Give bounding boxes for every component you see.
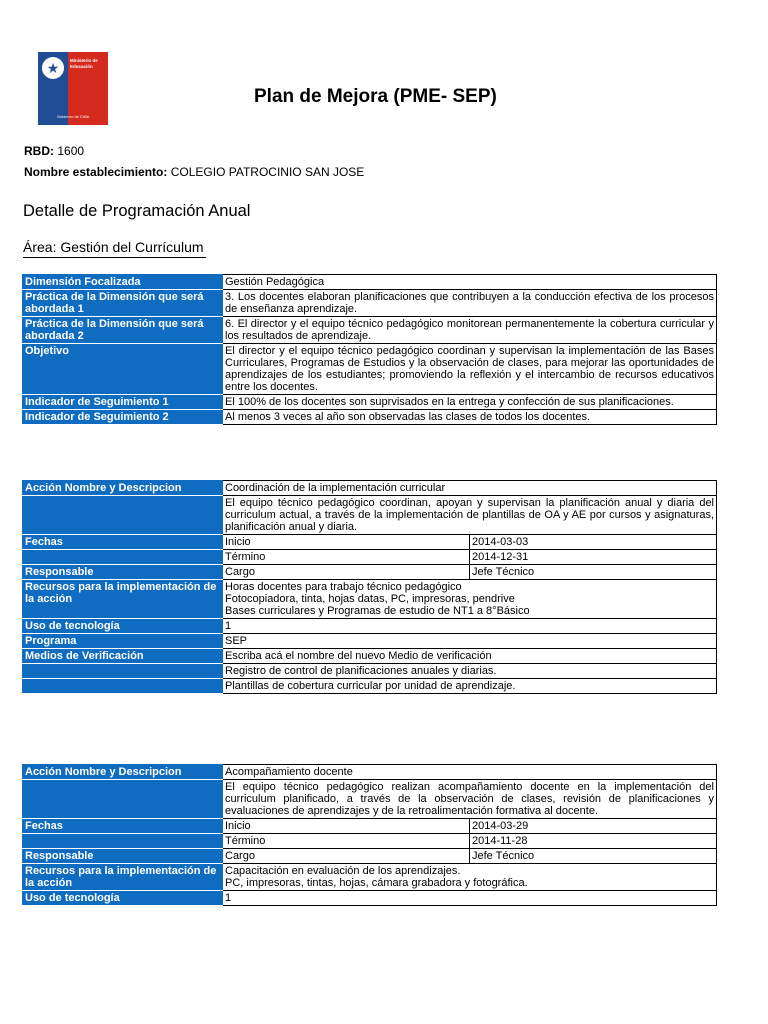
logo-text [70, 58, 108, 69]
medio-item: Escriba acá el nombre del nuevo Medio de verificación [223, 649, 717, 664]
accion-nombre-label: Acción Nombre y Descripcion [23, 481, 223, 496]
recursos-label: Recursos para la implementación de la acción [23, 864, 223, 891]
table-row [23, 410, 717, 425]
establecimiento-line [24, 165, 364, 179]
cargo-value: Jefe Técnico [470, 849, 717, 864]
medios-label: Medios de Verificación [23, 649, 223, 664]
table-row [23, 649, 717, 664]
empty-label-cell [23, 496, 223, 535]
table-row [23, 317, 717, 344]
table-row [23, 864, 717, 891]
termino-value: 2014-12-31 [470, 550, 717, 565]
establecimiento-label: Nombre establecimiento: [24, 165, 168, 179]
medio-item: Plantillas de cobertura curricular por unidad de aprendizaje. [223, 679, 717, 694]
logo-line-2: Educación [70, 63, 93, 69]
table-row [23, 780, 717, 819]
termino-label: Término [223, 834, 470, 849]
table-row [23, 496, 717, 535]
inicio-label: Inicio [223, 535, 470, 550]
coat-of-arms-icon: ★ [42, 57, 64, 79]
rbd-value: 1600 [57, 144, 85, 158]
row-label: Dimensión Focalizada [23, 275, 223, 290]
empty-label-cell [23, 834, 223, 849]
table-row [23, 679, 717, 694]
inicio-value: 2014-03-03 [470, 535, 717, 550]
ministerio-logo [38, 52, 108, 125]
empty-label-cell [23, 780, 223, 819]
table-row [23, 481, 717, 496]
rbd-label: RBD: [24, 144, 54, 158]
table-row [23, 550, 717, 565]
accion-nombre: Acompañamiento docente [223, 765, 717, 780]
row-label: Indicador de Seguimiento 1 [23, 395, 223, 410]
medio-item: Registro de control de planificaciones anuales y diarias. [223, 664, 717, 679]
accion-descripcion: El equipo técnico pedagógico realizan acompañamiento docente en la implementación del curriculum planificado, a través de la observación de clases, revisión de planificaciones y evaluaciones de aprendizajes y de la retroalimentación formativa al docente. [223, 780, 717, 819]
inicio-label: Inicio [223, 819, 470, 834]
table-row [23, 290, 717, 317]
area-title: Área: Gestión del Currículum [23, 238, 206, 258]
row-value: 6. El director y el equipo técnico pedagógico monitorean permanentemente la cobertura curricular y los resultados de aprendizaje. [223, 317, 717, 344]
accion-nombre-label: Acción Nombre y Descripcion [23, 765, 223, 780]
table-row [23, 849, 717, 864]
table-row [23, 395, 717, 410]
table-row [23, 535, 717, 550]
accion-table-1 [22, 480, 717, 694]
table-row [23, 565, 717, 580]
table-row [23, 834, 717, 849]
recursos-value [223, 864, 717, 891]
cargo-label: Cargo [223, 849, 470, 864]
row-value: El 100% de los docentes son suprvisados en la entrega y confección de sus planificaciones. [223, 395, 717, 410]
fechas-label: Fechas [23, 535, 223, 550]
row-value: Al menos 3 veces al año son observadas las clases de todos los docentes. [223, 410, 717, 425]
table-row [23, 634, 717, 649]
tecnologia-label: Uso de tecnología [23, 619, 223, 634]
row-value: Gestión Pedagógica [223, 275, 717, 290]
logo-footer: Gobierno de Chile [56, 114, 90, 119]
accion-descripcion: El equipo técnico pedagógico coordinan, apoyan y supervisan la planificación anual y diaria del curriculum actual, a través de la implementación de plantillas de OA y AE por cursos y asignaturas, planificación anual y diaria. [223, 496, 717, 535]
termino-value: 2014-11-28 [470, 834, 717, 849]
row-label: Objetivo [23, 344, 223, 395]
tecnologia-value: 1 [223, 619, 717, 634]
recurso-item: PC, impresoras, tintas, hojas, cámara grabadora y fotográfica. [225, 877, 528, 889]
row-label: Indicador de Seguimiento 2 [23, 410, 223, 425]
row-value: 3. Los docentes elaboran planificaciones que contribuyen a la conducción efectiva de los procesos de enseñanza aprendizaje. [223, 290, 717, 317]
fechas-label: Fechas [23, 819, 223, 834]
table-row [23, 619, 717, 634]
row-value: El director y el equipo técnico pedagógico coordinan y supervisan la implementación de las Bases Curriculares, Programas de Estudios y la observación de clases, para mejorar las oportunidades de aprendizajes de los estudiantes; promoviendo la reflexión y el intercambio de recursos educativos entre los docentes. [223, 344, 717, 395]
table-row [23, 344, 717, 395]
programa-label: Programa [23, 634, 223, 649]
accion-nombre: Coordinación de la implementación curricular [223, 481, 717, 496]
cargo-label: Cargo [223, 565, 470, 580]
empty-label-cell [23, 550, 223, 565]
responsable-label: Responsable [23, 565, 223, 580]
recurso-item: Horas docentes para trabajo técnico pedagógico [225, 581, 462, 593]
table-row [23, 891, 717, 906]
inicio-value: 2014-03-29 [470, 819, 717, 834]
table-row [23, 664, 717, 679]
rbd-line [24, 144, 84, 158]
responsable-label: Responsable [23, 849, 223, 864]
section-title: Detalle de Programación Anual [23, 202, 251, 220]
establecimiento-value: COLEGIO PATROCINIO SAN JOSE [170, 165, 365, 179]
table-row [23, 580, 717, 619]
page-title: Plan de Mejora (PME- SEP) [254, 86, 497, 107]
tecnologia-label: Uso de tecnología [23, 891, 223, 906]
recursos-label: Recursos para la implementación de la acción [23, 580, 223, 619]
accion-table-2 [22, 764, 717, 906]
cargo-value: Jefe Técnico [470, 565, 717, 580]
table-row [23, 275, 717, 290]
tecnologia-value: 1 [223, 891, 717, 906]
table-row [23, 819, 717, 834]
recurso-item: Bases curriculares y Programas de estudio de NT1 a 8°Básico [225, 605, 530, 617]
row-label: Práctica de la Dimensión que será abordada 1 [23, 290, 223, 317]
termino-label: Término [223, 550, 470, 565]
empty-label-cell [23, 664, 223, 679]
programa-value: SEP [223, 634, 717, 649]
table-row [23, 765, 717, 780]
row-label: Práctica de la Dimensión que será abordada 2 [23, 317, 223, 344]
recursos-value [223, 580, 717, 619]
dimension-table [22, 274, 717, 425]
recurso-item: Fotocopiadora, tinta, hojas datas, PC, impresoras, pendrive [225, 593, 515, 605]
empty-label-cell [23, 679, 223, 694]
recurso-item: Capacitación en evaluación de los aprendizajes. [225, 865, 461, 877]
logo-line-1: Ministerio de [70, 58, 98, 63]
